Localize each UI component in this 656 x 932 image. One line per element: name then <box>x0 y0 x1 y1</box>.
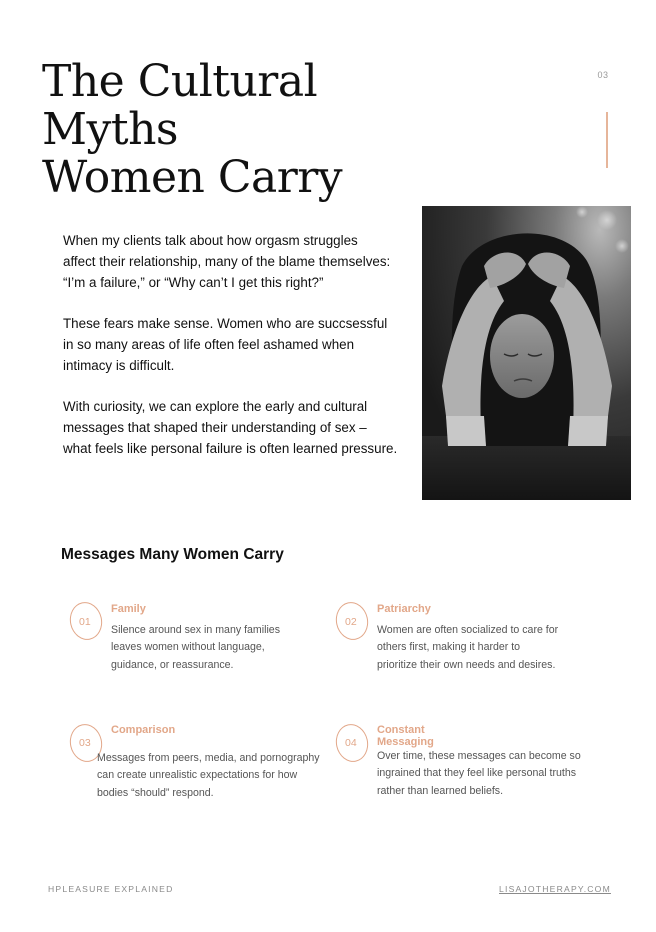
card-title: Family <box>111 603 146 615</box>
card-number: 01 <box>79 616 91 628</box>
accent-divider <box>606 112 608 168</box>
page-title <box>42 58 462 202</box>
card-text: Silence around sex in many families leaves women without language, guidance, or reassurance. <box>111 624 280 671</box>
page-number: 03 <box>597 70 609 80</box>
card-title: Comparison <box>111 724 176 736</box>
card-text: Messages from peers, media, and pornography can create unrealistic expectations for how bodies “should” respond. <box>97 752 320 799</box>
woman-distress-photo <box>422 206 631 500</box>
footer-brand: HPLEASURE EXPLAINED <box>48 884 174 894</box>
section-title: Messages Many Women Carry <box>61 546 284 563</box>
card-number: 04 <box>345 737 357 749</box>
page-title-line2: Women Carry <box>42 152 343 203</box>
page-title-line1: The Cultural Myths <box>42 56 318 155</box>
photo-illustration <box>422 206 631 500</box>
intro-paragraph-3: With curiosity, we can explore the early and cultural messages that shaped their understanding of sex – what feels like personal failure is often learned pressure. <box>63 399 398 456</box>
card-title: Patriarchy <box>377 603 431 615</box>
card-text: Over time, these messages can become so ingrained that they feel like personal truths rather than learned beliefs. <box>377 750 581 797</box>
card-text: Women are often socialized to care for others first, making it harder to prioritize their own needs and desires. <box>377 624 559 671</box>
footer-website-link[interactable]: LISAJOTHERAPY.COM <box>499 884 611 894</box>
intro-paragraph-2: These fears make sense. Women who are succsessful in so many areas of life often feel ashamed when intimacy is difficult. <box>63 316 388 373</box>
intro-text <box>63 231 418 481</box>
card-number: 03 <box>79 737 91 749</box>
intro-paragraph-1: When my clients talk about how orgasm struggles affect their relationship, many of the blame themselves: “I’m a failure,” or “Why can’t I get this right?” <box>63 233 391 290</box>
card-number: 02 <box>345 616 357 628</box>
card-title: Constant Messaging <box>377 724 434 748</box>
